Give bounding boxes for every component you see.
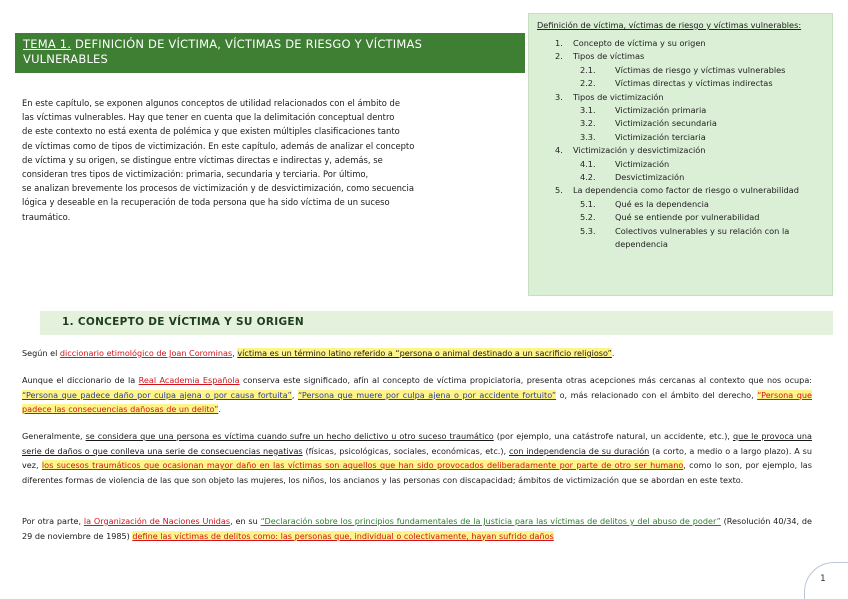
toc-item-text: Tipos de victimización	[573, 91, 664, 102]
intro-line: lógica y deseable en la recuperación de toda persona que ha sido víctima de un suceso	[22, 197, 390, 208]
toc-item-text: Víctimas de riesgo y víctimas vulnerables	[615, 64, 786, 75]
highlighted-quote: “Persona que muere por culpa ajena o por accidente fortuito”	[297, 389, 557, 400]
toc-item[interactable]	[537, 184, 824, 197]
toc-item-text: La dependencia como factor de riesgo o vulnerabilidad	[573, 185, 799, 196]
text-run: ,	[232, 348, 238, 358]
body-paragraph	[22, 373, 812, 417]
text-run: , en su	[230, 516, 261, 526]
link-corominas[interactable]: diccionario etimológico de Joan Corominas	[59, 348, 233, 358]
toc-item-text: Victimización y desvictimización	[573, 145, 706, 156]
text-run: (Resolución 40/34, de 29 de noviembre de 1985)	[22, 516, 812, 541]
chapter-title-line2: VULNERABLES	[23, 52, 109, 66]
chapter-title-line1: DEFINICIÓN DE VÍCTIMA, VÍCTIMAS DE RIESGO Y VÍCTIMAS	[71, 37, 423, 51]
toc-subitem[interactable]	[537, 158, 824, 171]
intro-line: consideran tres tipos de victimización: primaria, secundaria y terciaria. Por último,	[22, 169, 369, 180]
toc-item[interactable]	[537, 144, 824, 157]
toc-item-text: Colectivos vulnerables y su relación con la dependencia	[615, 225, 790, 250]
toc-item-text: Victimización secundaria	[615, 118, 717, 129]
toc-subitem[interactable]	[537, 64, 824, 77]
intro-line: de víctima y su origen, se distingue entre víctimas directas e indirectas y, además, se	[22, 154, 383, 165]
toc-item-number: 2.	[555, 51, 563, 62]
underlined-text: con independencia de su duración	[508, 445, 650, 456]
toc-item-text: Qué es la dependencia	[615, 198, 709, 209]
highlighted-quote: “Persona que padece las consecuencias dañosas de un delito”	[22, 389, 813, 414]
toc-item-number: 3.1.	[580, 105, 596, 116]
link-rae[interactable]: Real Academia Española	[138, 375, 240, 385]
table-of-contents	[528, 13, 833, 296]
chapter-label: TEMA 1.	[23, 37, 72, 51]
toc-subitem[interactable]	[537, 225, 824, 252]
toc-item-text: Victimización primaria	[615, 105, 707, 116]
underlined-text: que le provoca una serie de daños o que conlleva una serie de consecuencias negativas	[22, 431, 812, 456]
toc-item-text: Victimización terciaria	[615, 131, 706, 142]
text-run: o, más relacionado con el ámbito del derecho,	[556, 389, 758, 400]
intro-paragraph	[22, 96, 472, 224]
text-run: .	[611, 348, 615, 358]
toc-item-number: 5.3.	[580, 225, 596, 236]
link-declaration[interactable]: “Declaración sobre los principios fundamentales de la Justicia para las víctimas de delitos y del abuso de poder”	[260, 516, 721, 526]
toc-item-number: 5.1.	[580, 198, 596, 209]
text-run: conserva este significado, afín al concepto de víctima propiciatoria, presenta otras acepciones más cercanas al contexto que nos ocupa:	[239, 375, 813, 385]
intro-line: las víctimas vulnerables. Hay que tener en cuenta que la delimitación conceptual dentro	[22, 112, 395, 123]
text-run: (a corto, a medio o a largo plazo). A su vez,	[22, 445, 812, 470]
toc-subitem[interactable]	[537, 211, 824, 224]
toc-subitem[interactable]	[537, 171, 824, 184]
text-run: Generalmente,	[22, 431, 86, 441]
page-number: 1	[804, 562, 848, 599]
toc-item-text: Tipos de víctimas	[573, 51, 645, 62]
toc-item-number: 4.	[555, 145, 563, 156]
toc-item-text: Concepto de víctima y su origen	[573, 38, 706, 48]
toc-item-number: 4.1.	[580, 158, 596, 169]
intro-line: En este capítulo, se exponen algunos conceptos de utilidad relacionados con el ámbito de	[22, 98, 400, 108]
toc-item-number: 5.	[555, 185, 563, 196]
toc-item-number: 3.2.	[580, 118, 596, 129]
text-run: ,	[291, 389, 298, 400]
highlighted-quote: “Persona que padece daño por culpa ajena o por causa fortuita”	[22, 389, 292, 400]
toc-item-text: Víctimas directas y víctimas indirectas	[615, 78, 773, 89]
toc-title: Definición de víctima, víctimas de riesgo y víctimas vulnerables:	[537, 20, 802, 30]
body-paragraph	[22, 346, 812, 361]
intro-line: traumático.	[22, 211, 71, 222]
toc-item-number: 3.3.	[580, 131, 596, 142]
toc-subitem[interactable]	[537, 117, 824, 130]
toc-subitem[interactable]	[537, 198, 824, 211]
toc-subitem[interactable]	[537, 131, 824, 144]
text-run: Según el	[22, 348, 60, 358]
text-run: Aunque el diccionario de la	[22, 375, 139, 385]
underlined-text: se considera que una persona es víctima cuando sufre un hecho delictivo u otro suceso traumático	[85, 431, 494, 441]
body-paragraph	[22, 429, 812, 487]
toc-item-number: 4.2.	[580, 172, 596, 183]
text-run: , como lo son, por ejemplo, las diferentes formas de violencia de las que son objeto las mujeres, los niños, los ancianos y las personas con discapacidad; ámbitos de victimización que se abordan en este texto.	[22, 460, 812, 485]
toc-item-number: 5.2.	[580, 212, 596, 223]
toc-item-number: 3.	[555, 91, 563, 102]
intro-line: de víctimas como de tipos de victimización. En este capítulo, además de analizar el concepto	[22, 140, 415, 151]
toc-item-text: Desvictimización	[615, 172, 685, 183]
toc-item-text: Qué se entiende por vulnerabilidad	[615, 212, 760, 223]
highlighted-definition: víctima es un término latino referido a “persona o animal destinado a un sacrificio religioso”	[237, 348, 612, 358]
toc-item-number: 1.	[555, 38, 563, 48]
toc-item[interactable]	[537, 37, 824, 50]
highlighted-text: define las víctimas de delitos como: las personas que, individual o colectivamente, hayan sufrido daños	[132, 530, 554, 541]
toc-item[interactable]	[537, 50, 824, 63]
toc-item[interactable]	[537, 91, 824, 104]
section-heading: 1. CONCEPTO DE VÍCTIMA Y SU ORIGEN	[40, 311, 833, 335]
intro-line: de este contexto no está exenta de polémica y que existen múltiples clasificaciones tanto	[22, 126, 400, 137]
body-paragraph	[22, 514, 812, 543]
toc-item-number: 2.2.	[580, 78, 596, 89]
text-run: .	[218, 404, 221, 414]
chapter-title-bar	[15, 33, 525, 73]
text-run: Por otra parte,	[22, 516, 84, 526]
text-run: (por ejemplo, una catástrofe natural, un accidente, etc.),	[493, 431, 733, 441]
intro-line: se analizan brevemente los procesos de victimización y de desvictimización, como secuencia	[22, 183, 414, 194]
text-run: (físicas, psicológicas, sociales, económicas, etc.),	[302, 445, 509, 456]
toc-item-number: 2.1.	[580, 64, 596, 75]
link-onu[interactable]: la Organización de Naciones Unidas	[83, 516, 231, 526]
highlighted-text: los sucesos traumáticos que ocasionan mayor daño en las víctimas son aquellos que han sido provocados deliberadamente por parte de otro ser humano	[41, 460, 684, 470]
toc-item-text: Victimización	[615, 158, 670, 169]
toc-subitem[interactable]	[537, 77, 824, 90]
toc-subitem[interactable]	[537, 104, 824, 117]
